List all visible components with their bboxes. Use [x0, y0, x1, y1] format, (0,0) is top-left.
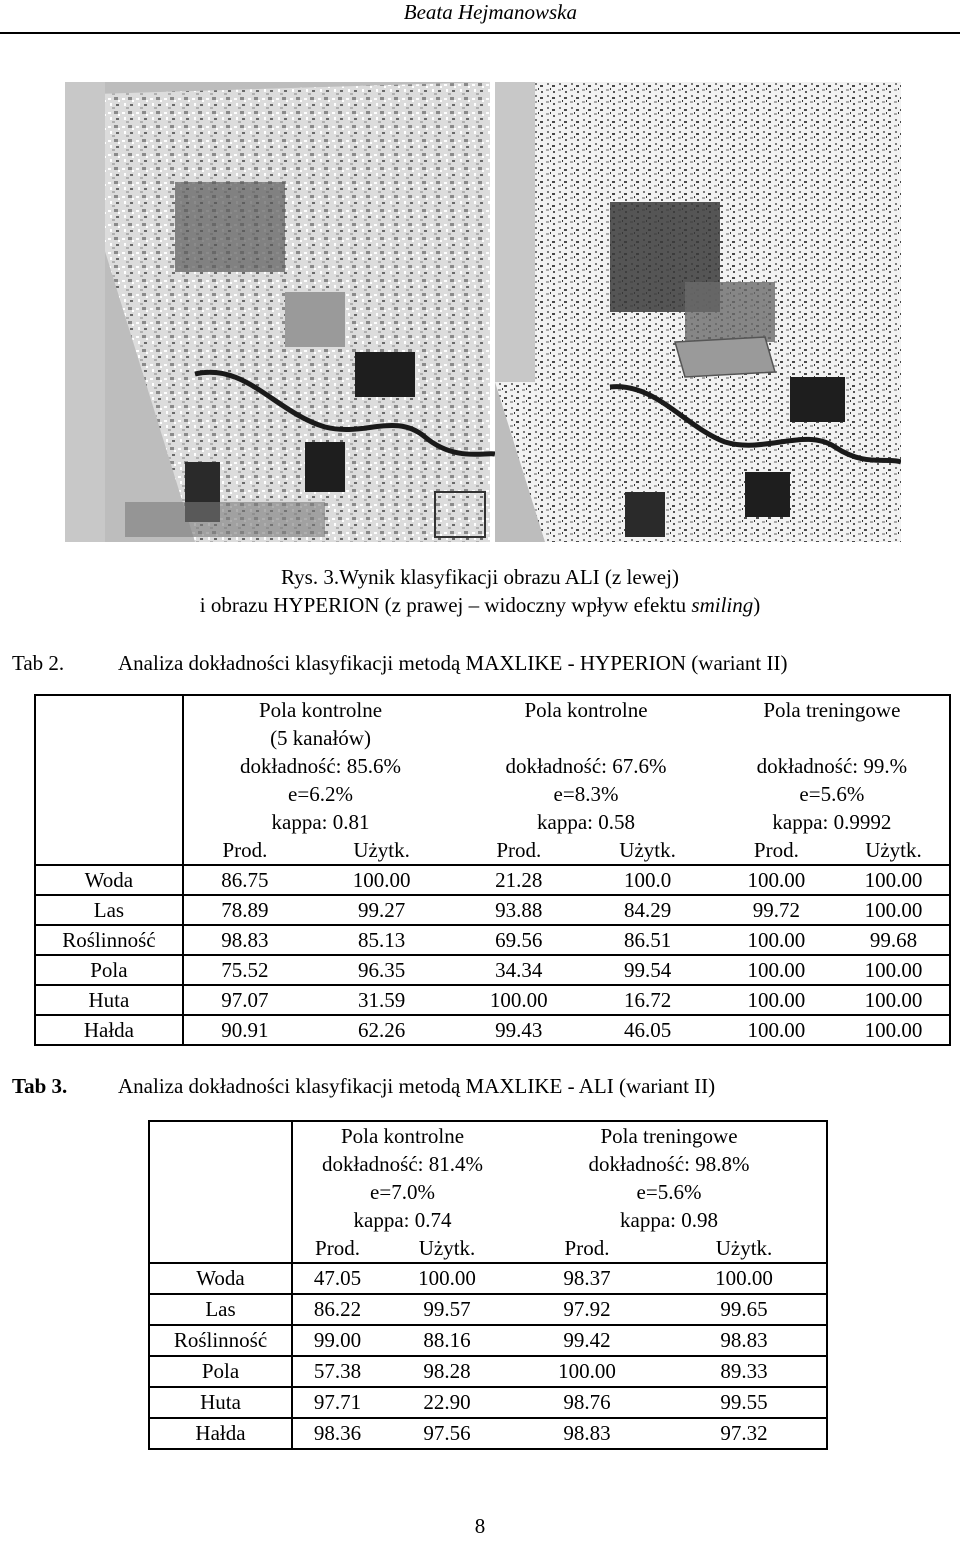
- classification-figure: [65, 82, 901, 544]
- cell: 97.56: [382, 1418, 512, 1449]
- tab2-g3-l5: kappa: 0.9992: [772, 810, 892, 834]
- cell: 86.22: [292, 1294, 382, 1325]
- tab2-g2-l3: dokładność: 67.6%: [505, 754, 667, 778]
- table-row: [35, 865, 950, 895]
- tab2-g3-l4: e=5.6%: [799, 782, 865, 806]
- tab3-subheader-row: [149, 1234, 827, 1263]
- ali-classification-image: [65, 82, 495, 542]
- cell: 89.33: [662, 1356, 827, 1387]
- cell: 84.29: [580, 895, 714, 925]
- table-row: [35, 955, 950, 985]
- table-row: [35, 1015, 950, 1045]
- tab2-table: [34, 694, 951, 1046]
- tab2-g1-l1: Pola kontrolne: [258, 698, 383, 722]
- cell: 98.83: [662, 1325, 827, 1356]
- cell: 100.00: [715, 865, 838, 895]
- cell: 100.00: [838, 865, 950, 895]
- tab2-g3-l3: dokładność: 99.%: [756, 754, 908, 778]
- tab3-group-1: [292, 1121, 512, 1234]
- caption-line2-end: ): [753, 593, 761, 617]
- row-label: Roślinność: [149, 1325, 292, 1356]
- cell: 100.00: [838, 1015, 950, 1045]
- page-number: 8: [474, 1514, 486, 1538]
- cell: 96.35: [306, 955, 457, 985]
- table-row: [35, 895, 950, 925]
- tab3-g1-l4: kappa: 0.74: [353, 1208, 452, 1232]
- cell: 99.43: [457, 1015, 580, 1045]
- cell: 100.00: [715, 925, 838, 955]
- figure-caption-line1: Rys. 3.Wynik klasyfikacji obrazu ALI (z lewej): [281, 565, 679, 589]
- cell: 100.00: [512, 1356, 662, 1387]
- tab2-g1-l5: kappa: 0.81: [271, 810, 370, 834]
- cell: 100.00: [838, 985, 950, 1015]
- tab3-subheader: Prod.: [564, 1236, 610, 1260]
- table-row: [149, 1325, 827, 1356]
- tab2-subheader: Użytk.: [865, 838, 922, 862]
- header-author: Beata Hejmanowska: [403, 0, 577, 24]
- tab2-g2-l2: [457, 724, 715, 752]
- cell: 99.55: [662, 1387, 827, 1418]
- cell: 98.37: [512, 1263, 662, 1294]
- caption-line2-text: i obrazu HYPERION (z prawej – widoczny wpływ efektu: [199, 593, 692, 617]
- tab2-subheader: Użytk.: [619, 838, 676, 862]
- cell: 85.13: [306, 925, 457, 955]
- cell: 21.28: [457, 865, 580, 895]
- cell: 100.00: [457, 985, 580, 1015]
- tab3-g2-l2: dokładność: 98.8%: [588, 1152, 750, 1176]
- cell: 98.76: [512, 1387, 662, 1418]
- cell: 62.26: [306, 1015, 457, 1045]
- tab2-g1-l2: (5 kanałów): [270, 726, 371, 750]
- cell: 99.54: [580, 955, 714, 985]
- tab2-title: Analiza dokładności klasyfikacji metodą MAXLIKE - HYPERION (wariant II): [118, 651, 788, 675]
- cell: 100.00: [306, 865, 457, 895]
- tab3-subheader: Użytk.: [418, 1236, 476, 1260]
- tab3-g2-l3: e=5.6%: [636, 1180, 702, 1204]
- tab3-table: [148, 1120, 828, 1450]
- cell: 98.83: [183, 925, 306, 955]
- cell: 99.65: [662, 1294, 827, 1325]
- cell: 100.00: [382, 1263, 512, 1294]
- tab2-g1-l4: e=6.2%: [288, 782, 353, 806]
- cell: 100.00: [838, 895, 950, 925]
- tab2-subheader-row: [35, 836, 950, 865]
- cell: 100.00: [715, 955, 838, 985]
- table-row: [149, 1294, 827, 1325]
- row-label: Roślinność: [35, 925, 183, 955]
- cell: 99.27: [306, 895, 457, 925]
- classification-images: [65, 82, 901, 544]
- tab2-subheader: Użytk.: [353, 838, 410, 862]
- table-row: [149, 1418, 827, 1449]
- cell: 57.38: [292, 1356, 382, 1387]
- tab2-corner-cell: [35, 695, 183, 836]
- tab3-subheader: Użytk.: [715, 1236, 773, 1260]
- row-label: Pola: [149, 1356, 292, 1387]
- row-label: Woda: [149, 1263, 292, 1294]
- table-row: [35, 925, 950, 955]
- cell: 69.56: [457, 925, 580, 955]
- tab2-g3-l2: [715, 724, 949, 752]
- cell: 98.28: [382, 1356, 512, 1387]
- cell: 31.59: [306, 985, 457, 1015]
- tab2-g1-l3: dokładność: 85.6%: [240, 754, 401, 778]
- cell: 90.91: [183, 1015, 306, 1045]
- cell: 97.92: [512, 1294, 662, 1325]
- tab3-subheader-corner: [149, 1234, 292, 1263]
- tab3-g2-l4: kappa: 0.98: [620, 1208, 718, 1232]
- table-row: [149, 1387, 827, 1418]
- tab2-label: Tab 2.: [12, 651, 65, 675]
- cell: 97.07: [183, 985, 306, 1015]
- cell: 46.05: [580, 1015, 714, 1045]
- row-label: Pola: [35, 955, 183, 985]
- cell: 100.0: [580, 865, 714, 895]
- tab2-subheader: Prod.: [496, 838, 542, 862]
- tab3-subheader: Prod.: [315, 1236, 360, 1260]
- tab3-g1-l3: e=7.0%: [370, 1180, 435, 1204]
- cell: 100.00: [838, 955, 950, 985]
- tab2-subheader: Prod.: [222, 838, 268, 862]
- row-label: Hałda: [149, 1418, 292, 1449]
- tab3-group-header: [149, 1121, 827, 1234]
- cell: 100.00: [662, 1263, 827, 1294]
- cell: 78.89: [183, 895, 306, 925]
- tab2-g3-l1: Pola treningowe: [763, 698, 901, 722]
- cell: 99.57: [382, 1294, 512, 1325]
- tab2-group-2: [457, 695, 715, 836]
- row-label: Woda: [35, 865, 183, 895]
- hyperion-classification-image: [495, 82, 901, 542]
- running-header: [0, 0, 960, 34]
- cell: 100.00: [715, 985, 838, 1015]
- figure-caption-line2: [0, 593, 960, 618]
- tab2-group-1: [183, 695, 457, 836]
- cell: 75.52: [183, 955, 306, 985]
- cell: 22.90: [382, 1387, 512, 1418]
- cell: 98.36: [292, 1418, 382, 1449]
- tab2-g2-l5: kappa: 0.58: [537, 810, 635, 834]
- tab2-group-3: [715, 695, 950, 836]
- row-label: Hałda: [35, 1015, 183, 1045]
- cell: 98.83: [512, 1418, 662, 1449]
- cell: 97.71: [292, 1387, 382, 1418]
- tab2-subheader-corner: [35, 836, 183, 865]
- row-label: Las: [149, 1294, 292, 1325]
- table-row: [35, 985, 950, 1015]
- tab3-corner-cell: [149, 1121, 292, 1234]
- table-row: [149, 1263, 827, 1294]
- cell: 99.00: [292, 1325, 382, 1356]
- tab3-g1-l1: Pola kontrolne: [340, 1124, 465, 1148]
- row-label: Huta: [35, 985, 183, 1015]
- tab3-g1-l2: dokładność: 81.4%: [322, 1152, 483, 1176]
- cell: 86.51: [580, 925, 714, 955]
- cell: 16.72: [580, 985, 714, 1015]
- cell: 86.75: [183, 865, 306, 895]
- tab2-subheader: Prod.: [753, 838, 799, 862]
- tab2-g2-l4: e=8.3%: [553, 782, 619, 806]
- cell: 97.32: [662, 1418, 827, 1449]
- tab3-group-2: [512, 1121, 827, 1234]
- cell: 99.68: [838, 925, 950, 955]
- cell: 99.42: [512, 1325, 662, 1356]
- tab2-g2-l1: Pola kontrolne: [524, 698, 648, 722]
- caption-italic-term: smiling: [691, 593, 754, 617]
- row-label: Huta: [149, 1387, 292, 1418]
- tab2-group-header: [35, 695, 950, 836]
- table-row: [149, 1356, 827, 1387]
- cell: 93.88: [457, 895, 580, 925]
- tab3-label: Tab 3.: [12, 1074, 68, 1098]
- cell: 47.05: [292, 1263, 382, 1294]
- cell: 100.00: [715, 1015, 838, 1045]
- tab3-g2-l1: Pola treningowe: [600, 1124, 738, 1148]
- cell: 88.16: [382, 1325, 512, 1356]
- tab3-title: Analiza dokładności klasyfikacji metodą MAXLIKE - ALI (wariant II): [118, 1074, 716, 1098]
- cell: 34.34: [457, 955, 580, 985]
- cell: 99.72: [715, 895, 838, 925]
- row-label: Las: [35, 895, 183, 925]
